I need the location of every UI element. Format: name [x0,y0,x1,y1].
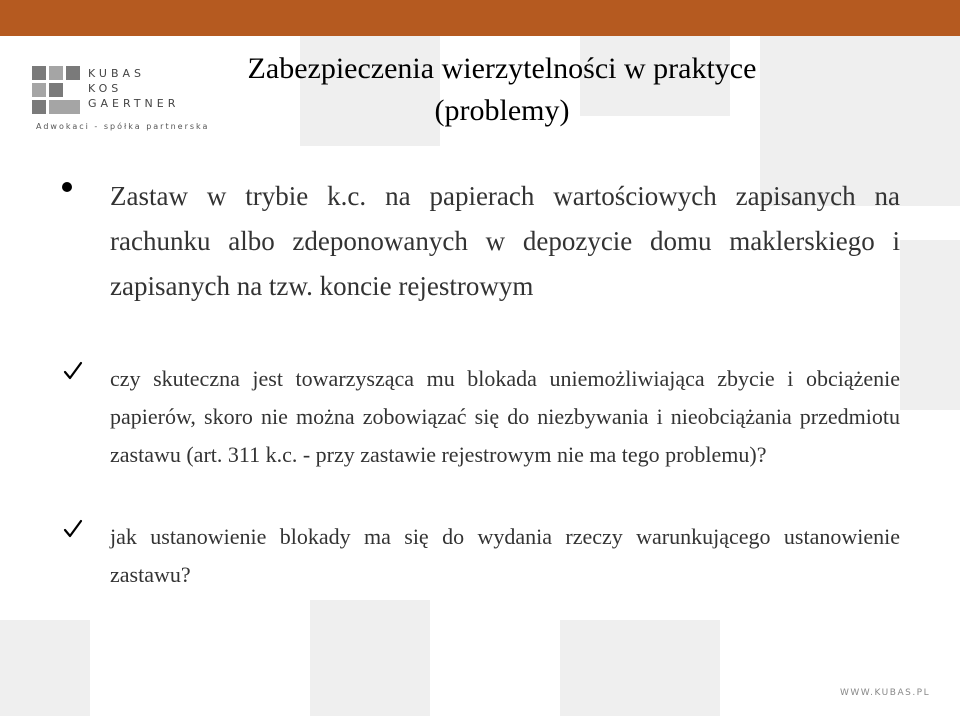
title-line: Zabezpieczenia wierzytelności w praktyce [247,52,757,85]
slide-title [172,48,832,132]
logo-line: GAERTNER [88,97,180,110]
sub-bullet-text: jak ustanowienie blokady ma się do wydania rzeczy warunkującego ustanowienie zastawu? [110,524,900,587]
sub-bullet-text: czy skuteczna jest towarzysząca mu blokada uniemożliwiająca zbycie i obciążenie papierów, skoro nie można zobowiązać się do niezbywania i nieobciążania przedmiotu zastawu (art. 311 k.c. - przy zastawie rejestrowym nie ma tego problemu)? [110,366,900,467]
company-logo [32,66,210,136]
top-accent-bar [0,0,960,36]
title-line: (problemy) [434,94,570,127]
background-square [0,620,90,716]
background-square [900,240,960,410]
background-square [310,600,430,716]
checkmark-icon [62,360,84,382]
footer-website: WWW.KUBAS.PL [840,688,931,698]
logo-line: KOS [88,82,123,95]
logo-line: KUBAS [88,67,146,80]
background-square [560,620,720,716]
bullet-dot-icon [62,182,72,192]
main-bullet-text: Zastaw w trybie k.c. na papierach wartościowych zapisanych na rachunku albo zdeponowanych w depozycie domu maklerskiego i zapisanych na tzw. koncie rejestrowym [110,181,900,301]
logo-mark-icon [32,66,80,114]
checkmark-icon [62,518,84,540]
logo-wordmark [88,66,179,111]
logo-subtitle: Adwokaci - spółka partnerska [36,122,210,131]
